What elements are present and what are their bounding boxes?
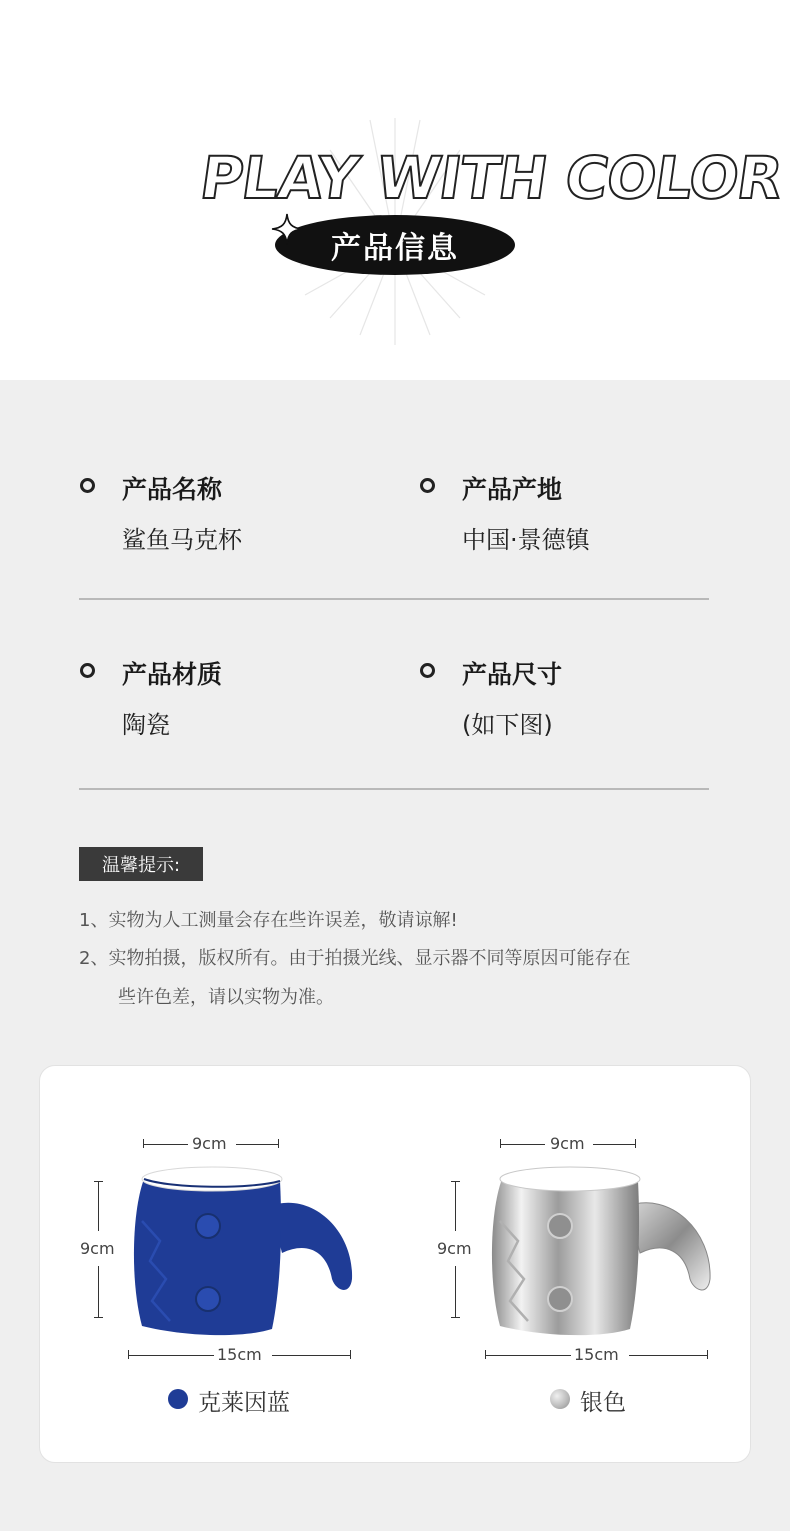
color-swatch-blue[interactable] xyxy=(168,1389,188,1409)
length-label: 15cm xyxy=(574,1345,619,1364)
sparkle-icon xyxy=(270,212,304,246)
dimension-line xyxy=(593,1144,636,1145)
dimension-line xyxy=(629,1355,708,1356)
dimension-line xyxy=(143,1144,188,1145)
info-label: 产品材质 xyxy=(122,660,223,689)
info-label: 产品尺寸 xyxy=(462,660,563,689)
play-with-color-title xyxy=(188,128,787,218)
info-value: 陶瓷 xyxy=(122,711,170,739)
dimension-line xyxy=(455,1266,456,1318)
bullet-icon xyxy=(420,478,435,493)
info-value: 鲨鱼马克杯 xyxy=(122,526,242,554)
color-swatch-silver[interactable] xyxy=(550,1389,570,1409)
info-value: 中国·景德镇 xyxy=(462,526,590,554)
dimension-line xyxy=(98,1181,99,1231)
header xyxy=(0,0,790,380)
bullet-icon xyxy=(80,663,95,678)
tip-line-1: 1、实物为人工测量会存在些许误差，敬请谅解! xyxy=(79,910,458,931)
dimension-tick xyxy=(350,1350,351,1359)
svg-text:PLAY WITH COLOR: PLAY WITH COLOR xyxy=(196,144,787,212)
dimension-tick xyxy=(635,1139,636,1148)
color-name-blue: 克莱因蓝 xyxy=(198,1390,290,1416)
color-name-silver: 银色 xyxy=(580,1390,626,1416)
info-row-1 xyxy=(80,470,710,600)
dimension-tick xyxy=(94,1317,103,1318)
info-row-2 xyxy=(80,655,710,785)
divider xyxy=(79,598,709,600)
dimension-line xyxy=(236,1144,279,1145)
dimension-tick xyxy=(707,1350,708,1359)
dimension-line xyxy=(455,1181,456,1231)
info-label: 产品名称 xyxy=(122,475,223,504)
dimension-line xyxy=(128,1355,214,1356)
top-width-label: 9cm xyxy=(192,1134,227,1153)
height-label: 9cm xyxy=(437,1239,472,1258)
product-size-card xyxy=(39,1065,751,1463)
bullet-icon xyxy=(420,663,435,678)
blue-mug-image xyxy=(122,1161,357,1341)
bullet-icon xyxy=(80,478,95,493)
dimension-line xyxy=(485,1355,571,1356)
tip-line-2: 2、实物拍摄，版权所有。由于拍摄光线、显示器不同等原因可能存在 xyxy=(79,948,631,969)
dimension-line xyxy=(500,1144,545,1145)
dimension-line xyxy=(272,1355,351,1356)
dimension-tick xyxy=(278,1139,279,1148)
dimension-line xyxy=(98,1266,99,1318)
length-label: 15cm xyxy=(217,1345,262,1364)
divider xyxy=(79,788,709,790)
dimension-tick xyxy=(451,1317,460,1318)
tips-tag: 温馨提示: xyxy=(79,847,203,881)
top-width-label: 9cm xyxy=(550,1134,585,1153)
info-label: 产品产地 xyxy=(462,475,563,504)
tip-line-3: 些许色差，请以实物为准。 xyxy=(118,987,334,1008)
product-info-badge: 产品信息 xyxy=(275,215,515,275)
info-value: (如下图) xyxy=(462,711,553,739)
silver-mug-image xyxy=(480,1161,715,1341)
height-label: 9cm xyxy=(80,1239,115,1258)
